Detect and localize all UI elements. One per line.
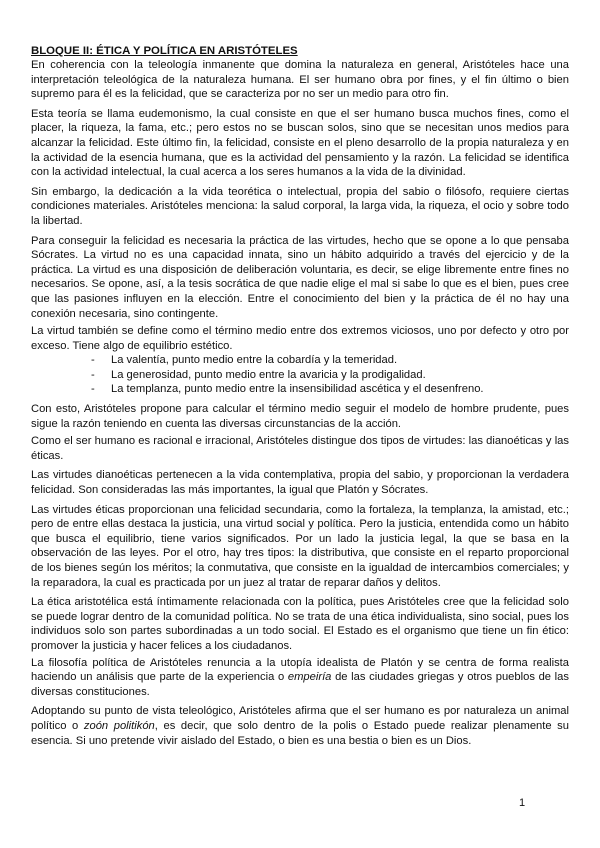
paragraph: Como el ser humano es racional e irracional, Aristóteles distingue dos tipos de virtudes: las dianoéticas y las éticas. [31,435,569,462]
list-item: - La templanza, punto medio entre la insensibilidad ascética y el desenfreno. [91,382,569,397]
text-run: , es decir, que solo dentro de la polis o Estado puede realizar plenamente su esencia. Si uno pretende vivir aislado del Estado, o bien es una bestia o bien es un Dios. [31,719,570,747]
virtue-list [31,353,569,397]
text-run: de las ciudades griegas y otros pueblos de las diversas constituciones. [31,671,569,698]
paragraph: Para conseguir la felicidad es necesaria la práctica de las virtudes, hecho que se opone a lo que pensaba Sócrates. La virtud no es una capacidad innata, sino un hábito adquirido a través del ejercicio y de la práctica. La virtud es una disposición de deliberación voluntaria, es decir, se elige libremente entre fines no necesarios. Se opone, así, a la tesis socrática de que nadie elige el mal si sabe lo que es el bien, pues cree que las pasiones influyen en la elección. Entre el conocimiento del bien y la práctica de él no hay una conexión necesaria, sino contingente. [31,234,569,320]
paragraph [31,704,569,748]
paragraph: En coherencia con la teleología inmanente que domina la naturaleza en general, Aristóteles hace una interpretación teleológica de la naturaleza humana. El ser humano obra por fines, y el fin último o bien supremo para él es la felicidad, que se caracteriza por no ser un medio para otro fin. [31,59,569,101]
paragraph: Las virtudes dianoéticas pertenecen a la vida contemplativa, propia del sabio, y proporcionan la verdadera felicidad. Son consideradas las más importantes, la igual que Platón y Sócrates. [31,469,569,497]
italic-term: empeiría [287,671,332,684]
text-run: La filosofía política de Aristóteles renuncia a la utopía idealista de Platón y se centra de forma realista haciendo un análisis que parte de la experiencia o [31,656,569,684]
paragraph: Sin embargo, la dedicación a la vida teorética o intelectual, propia del sabio o filósofo, requiere ciertas condiciones materiales. Aristóteles menciona: la salud corporal, la larga vida, la riqueza, el ocio y sobre todo la libertad. [31,185,569,227]
paragraph: La virtud también se define como el término medio entre dos extremos viciosos, uno por defecto y otro por exceso. Tiene algo de equilibrio estético. [31,325,569,352]
list-item: - La valentía, punto medio entre la cobardía y la temeridad. [91,353,569,368]
document-title: BLOQUE II: ÉTICA Y POLÍTICA EN ARISTÓTELES [31,45,298,57]
list-item: - La generosidad, punto medio entre la avaricia y la prodigalidad. [91,368,569,383]
paragraph: Con esto, Aristóteles propone para calcular el término medio seguir el modelo de hombre prudente, pues sigue la razón teniendo en cuenta las diversas circunstancias de la acción. [31,403,569,430]
italic-term: zoón politikón [83,719,155,732]
paragraph: La ética aristotélica está íntimamente relacionada con la política, pues Aristóteles cree que la felicidad solo se puede lograr dentro de la comunidad política. No se trata de una ética individualista, sino social, pues los individuos solo son partes subordinadas a un todo social. El Estado es el organismo que tiene un fin ético: promover la justicia y hacer felices a los ciudadanos. [31,596,569,652]
text-run: Adoptando su punto de vista teleológico, Aristóteles afirma que el ser humano es por naturaleza un animal político o [31,705,569,732]
paragraph [31,656,569,700]
paragraph: Esta teoría se llama eudemonismo, la cual consiste en que el ser humano busca muchos fines, como el placer, la riqueza, la fama, etc.; pero estos no se buscan solos, sino que se necesitan unos medios para alcanzar la felicidad. Este último fin, la felicidad, consiste en el pleno desarrollo de la propia naturaleza y en la actividad de la esencia humana, que es la actividad del pensamiento y la razón. La felicidad se identifica con la actividad intelectual, la cual acerca a los seres humanos a la vida de la divinidad. [31,107,569,179]
paragraph: Las virtudes éticas proporcionan una felicidad secundaria, como la fortaleza, la templanza, la amistad, etc.; pero de entre ellas destaca la justicia, una virtud social y política. Pero la justicia, entendida como un hábito que busca el equilibrio, tiene varios significados. Por un lado la justicia legal, la que se basa en la observación de las leyes. Por el otro, hay tres tipos: la distributiva, que consiste en el reparto proporcional de los bienes según los méritos; la conmutativa, que consiste en la igualdad de intercambios comerciales; y la reparadora, la cual es practicada por un juez al tratar de reparar daños y delitos. [31,503,569,589]
page-number: 1 [519,797,526,809]
document-page [31,44,569,753]
